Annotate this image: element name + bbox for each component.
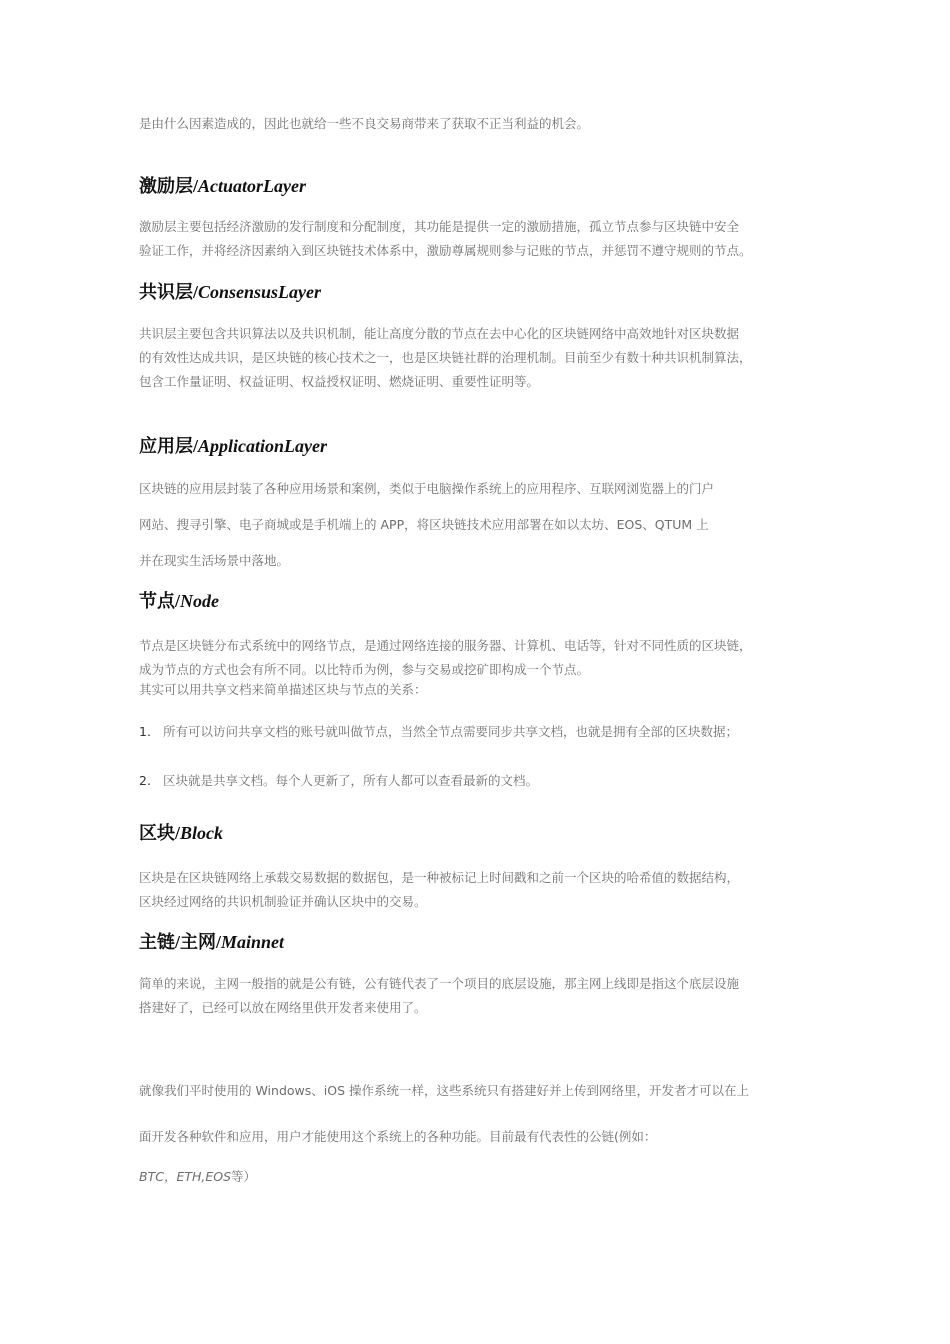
mainnet-paragraph-1: 简单的来说，主网一般指的就是公有链，公有链代表了一个项目的底层设施，那主网上线即是指这个底层设施 搭建好了，已经可以放在网络里供开发者来使用了。 xyxy=(139,976,740,1015)
actuator-layer-paragraph: 激励层主要包括经济激励的发行制度和分配制度，其功能是提供一定的激励措施，孤立节点参与区块链中安全 验证工作，并将经济因素纳入到区块链技术体系中，激励尊属规则参与记账的节点，并惩罚不遵守规则的节点。 xyxy=(139,219,752,258)
consensus-layer-paragraph: 共识层主要包含共识算法以及共识机制，能让高度分散的节点在去中心化的区块链网络中高效地针对区块数据 的有效性达成共识，是区块链的核心技术之一，也是区块链社群的治理机制。目前至少有数十种共识机制算法， 包含工作量证明、权益证明、权益授权证明、燃烧证明、重要性证明等。 xyxy=(139,326,752,389)
application-layer-paragraph: 区块链的应用层封装了各种应用场景和案例，类似于电脑操作系统上的应用程序、互联网浏览器上的门户 网站、搜寻引擎、电子商城或是手机端上的 APP，将区块链技术应用部署在如以太坊、EOS、QTUM 上 并在现实生活场景中落地。 xyxy=(139,481,715,568)
consensus-layer-heading: 共识层/ConsensusLayer xyxy=(139,282,322,302)
list-item: 1. 所有可以访问共享文档的账号就叫做节点，当然全节点需要同步共享文档，也就是拥有全部的区块数据； xyxy=(139,724,739,739)
mainnet-paragraph-2: 就像我们平时使用的 Windows、iOS 操作系统一样，这些系统只有搭建好并上传到网络里，开发者才可以在上 面开发各种软件和应用，用户才能使用这个系统上的各种功能。目前最有代表性的公链(例如： BTC，ETH,EOS等） xyxy=(139,1083,749,1184)
list-item: 2. 区块就是共享文档。每个人更新了，所有人都可以查看最新的文档。 xyxy=(139,773,539,788)
mainnet-heading: 主链/主网/Mainnet xyxy=(139,932,285,952)
block-paragraph: 区块是在区块链网络上承载交易数据的数据包，是一种被标记上时间戳和之前一个区块的哈希值的数据结构， 区块经过网络的共识机制验证并确认区块中的交易。 xyxy=(139,870,740,909)
node-heading: 节点/Node xyxy=(139,591,220,611)
intro-paragraph: 是由什么因素造成的，因此也就给一些不良交易商带来了获取不正当利益的机会。 xyxy=(139,116,590,131)
application-layer-heading: 应用层/ApplicationLayer xyxy=(139,436,328,456)
node-paragraph: 节点是区块链分布式系统中的网络节点，是通过网络连接的服务器、计算机、电话等，针对不同性质的区块链， 成为节点的方式也会有所不同。以比特币为例，参与交易或挖矿即构成一个节点。 其实可以用共享文档来简单描述区块与节点的关系： xyxy=(139,638,752,697)
block-heading: 区块/Block xyxy=(139,823,224,843)
actuator-layer-heading: 激励层/ActuatorLayer xyxy=(139,176,307,196)
